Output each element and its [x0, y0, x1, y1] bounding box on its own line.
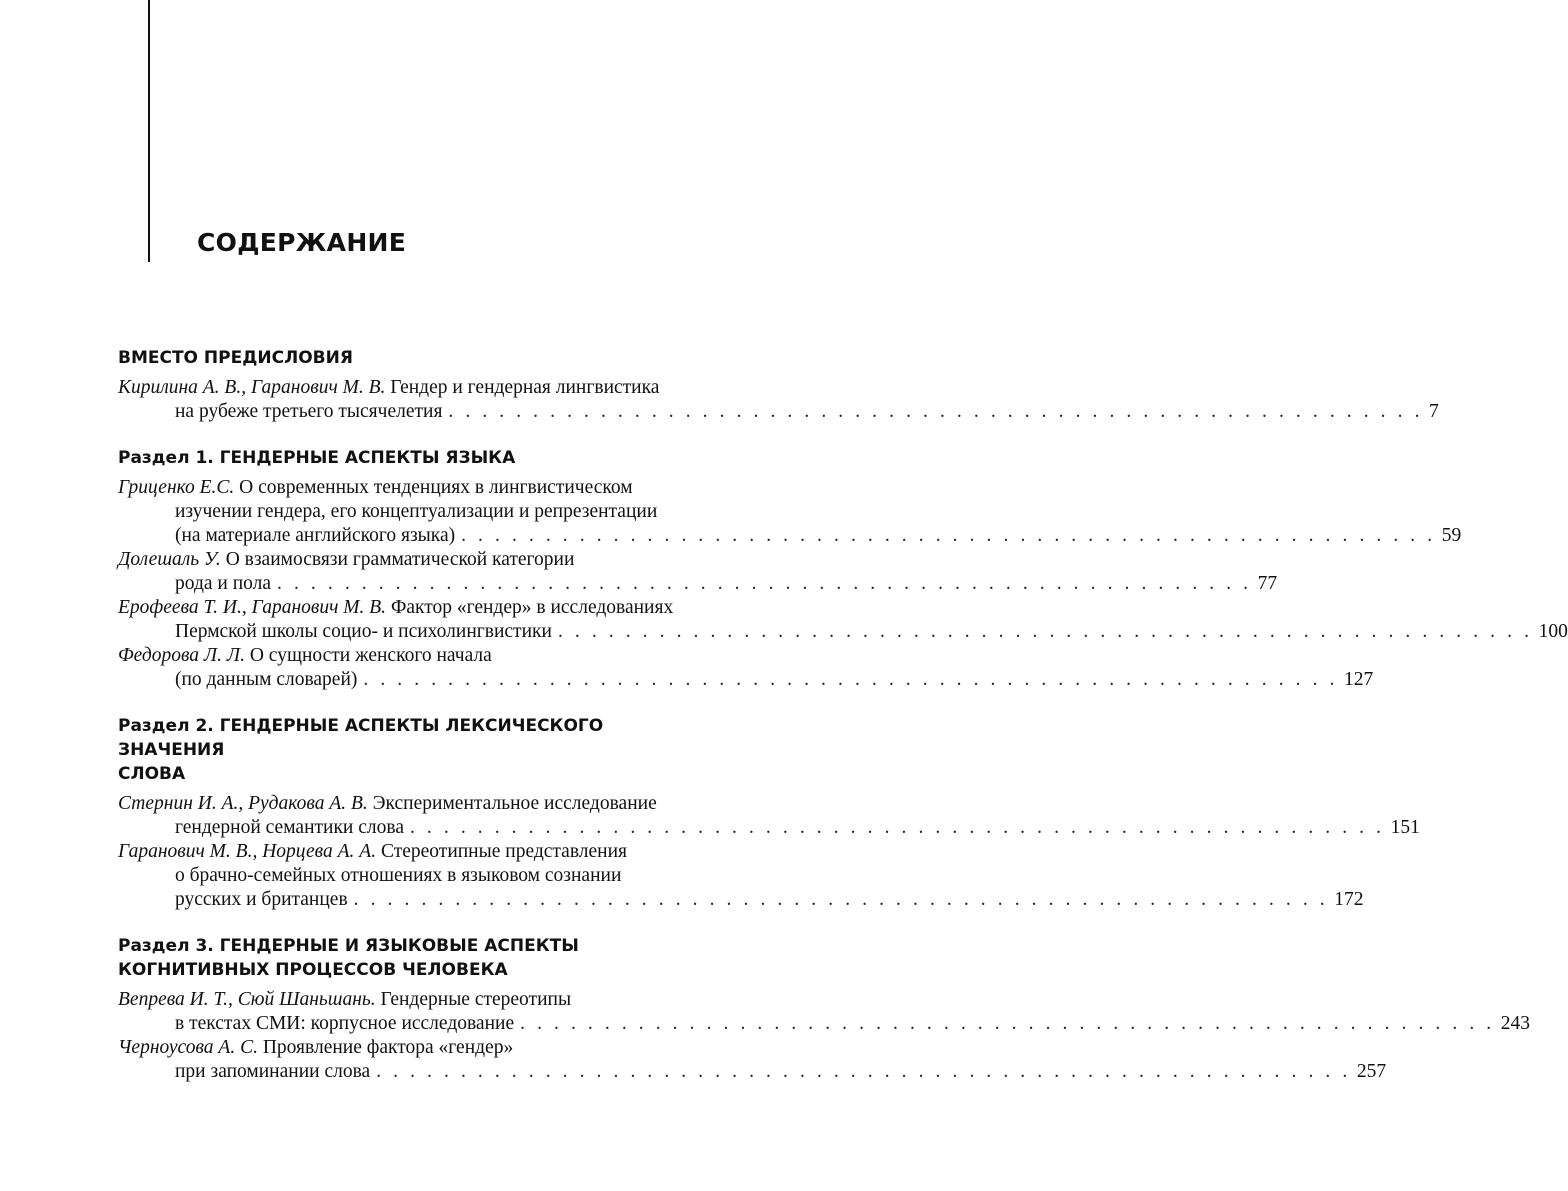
toc-entry[interactable]: [118, 596, 1568, 644]
toc-entry[interactable]: [118, 644, 1374, 692]
page-number: 243: [1500, 1013, 1530, 1034]
entry-title-line: в текстах СМИ: корпусное исследование: [175, 1013, 515, 1034]
entry-author: Черноусова А. С.: [118, 1037, 258, 1058]
toc-entry[interactable]: [118, 476, 1462, 548]
entry-author: Гриценко Е.С.: [118, 477, 235, 498]
entry-title-line: Экспериментальное исследование: [367, 793, 657, 814]
toc-section: [118, 714, 1420, 912]
toc-entry[interactable]: [118, 988, 1530, 1036]
page-number: 127: [1344, 669, 1374, 690]
dot-leader: . . . . . . . . . . . . . . . . . . . . . . . . . . . . . . . . . . . . . . . . . . . . . . . . . . . . . . . . . .: [376, 1061, 1351, 1082]
entry-author: Гаранович М. В., Норцева А. А.: [118, 841, 377, 862]
entry-title-line: рода и пола: [175, 573, 272, 594]
page-number: 172: [1334, 889, 1364, 910]
entry-title-line: Фактор «гендер» в исследованиях: [386, 597, 674, 618]
entry-author: Стернин И. А., Рудакова А. В.: [118, 793, 368, 814]
section-heading: КОГНИТИВНЫХ ПРОЦЕССОВ ЧЕЛОВЕКА: [118, 960, 508, 980]
entry-title-line: на рубеже третьего тысячелетия: [175, 401, 443, 422]
dot-leader: . . . . . . . . . . . . . . . . . . . . . . . . . . . . . . . . . . . . . . . . . . . . . . . . . . . . . . . . . .: [557, 621, 1533, 642]
dot-leader: . . . . . . . . . . . . . . . . . . . . . . . . . . . . . . . . . . . . . . . . . . . . . . . . . . . . . . . . . .: [461, 525, 1436, 546]
entry-author: Долешаль У.: [118, 549, 221, 570]
toc-section: [118, 446, 1568, 692]
dot-leader: . . . . . . . . . . . . . . . . . . . . . . . . . . . . . . . . . . . . . . . . . . . . . . . . . . . . . . . . . .: [448, 401, 1424, 422]
page-number: 59: [1441, 525, 1462, 546]
toc-section: [118, 934, 1530, 1084]
toc-entry[interactable]: [118, 840, 1364, 912]
entry-title-line: гендерной семантики слова: [175, 817, 404, 838]
entry-title-line: Гендер и гендерная лингвистика: [385, 377, 660, 398]
entry-title-line: О сущности женского начала: [244, 645, 492, 666]
toc-entry[interactable]: [118, 792, 1420, 840]
entry-title-line: Стереотипные представления: [376, 841, 628, 862]
entry-title-line: при запоминании слова: [175, 1061, 371, 1082]
entry-title-line: изучении гендера, его концептуализации и репрезентации: [175, 501, 658, 522]
section-heading: Раздел 1. ГЕНДЕРНЫЕ АСПЕКТЫ ЯЗЫКА: [118, 448, 516, 468]
toc-entry[interactable]: [118, 376, 1439, 424]
page-number: 77: [1257, 573, 1278, 594]
entry-title-line: О взаимосвязи грамматической категории: [220, 549, 575, 570]
entry-title-line: (по данным словарей): [175, 669, 358, 690]
page-number: 257: [1356, 1061, 1387, 1082]
section-heading: Раздел 2. ГЕНДЕРНЫЕ АСПЕКТЫ ЛЕКСИЧЕСКОГО ЗНАЧЕНИЯ: [118, 716, 604, 760]
entry-author: Федорова Л. Л.: [118, 645, 245, 666]
page-title: СОДЕРЖАНИЕ: [197, 228, 407, 257]
section-heading: ВМЕСТО ПРЕДИСЛОВИЯ: [118, 348, 353, 368]
dot-leader: . . . . . . . . . . . . . . . . . . . . . . . . . . . . . . . . . . . . . . . . . . . . . . . . . . . . . . . . . .: [363, 669, 1339, 690]
entry-title-line: О современных тенденциях в лингвистическом: [234, 477, 633, 498]
entry-title-line: Гендерные стереотипы: [375, 989, 572, 1010]
entry-author: Кирилина А. В., Гаранович М. В.: [118, 377, 386, 398]
section-heading: СЛОВА: [118, 764, 186, 784]
dot-leader: . . . . . . . . . . . . . . . . . . . . . . . . . . . . . . . . . . . . . . . . . . . . . . . . . . . . . . . . . .: [409, 817, 1385, 838]
table-of-contents: [118, 346, 1568, 1106]
page-number: 151: [1390, 817, 1420, 838]
dot-leader: . . . . . . . . . . . . . . . . . . . . . . . . . . . . . . . . . . . . . . . . . . . . . . . . . . . . . . . . . .: [277, 573, 1252, 594]
toc-entry[interactable]: [118, 548, 1278, 596]
dot-leader: . . . . . . . . . . . . . . . . . . . . . . . . . . . . . . . . . . . . . . . . . . . . . . . . . . . . . . . . . .: [353, 889, 1329, 910]
page-number: 100: [1538, 621, 1568, 642]
margin-rule: [148, 0, 150, 262]
entry-title-line: о брачно-семейных отношениях в языковом сознании: [175, 865, 622, 886]
page-number: 7: [1429, 401, 1439, 422]
dot-leader: . . . . . . . . . . . . . . . . . . . . . . . . . . . . . . . . . . . . . . . . . . . . . . . . . . . . . . . . . .: [520, 1013, 1495, 1034]
entry-title-line: (на материале английского языка): [175, 525, 456, 546]
entry-title-line: русских и британцев: [175, 889, 348, 910]
toc-section: [118, 346, 1439, 424]
entry-title-line: Пермской школы социо- и психолингвистики: [175, 621, 552, 642]
toc-entry[interactable]: [118, 1036, 1387, 1084]
entry-author: Вепрева И. Т., Сюй Шаньшань.: [118, 989, 376, 1010]
entry-title-line: Проявление фактора «гендер»: [257, 1037, 514, 1058]
section-heading: Раздел 3. ГЕНДЕРНЫЕ И ЯЗЫКОВЫЕ АСПЕКТЫ: [118, 936, 579, 956]
entry-author: Ерофеева Т. И., Гаранович М. В.: [118, 597, 387, 618]
